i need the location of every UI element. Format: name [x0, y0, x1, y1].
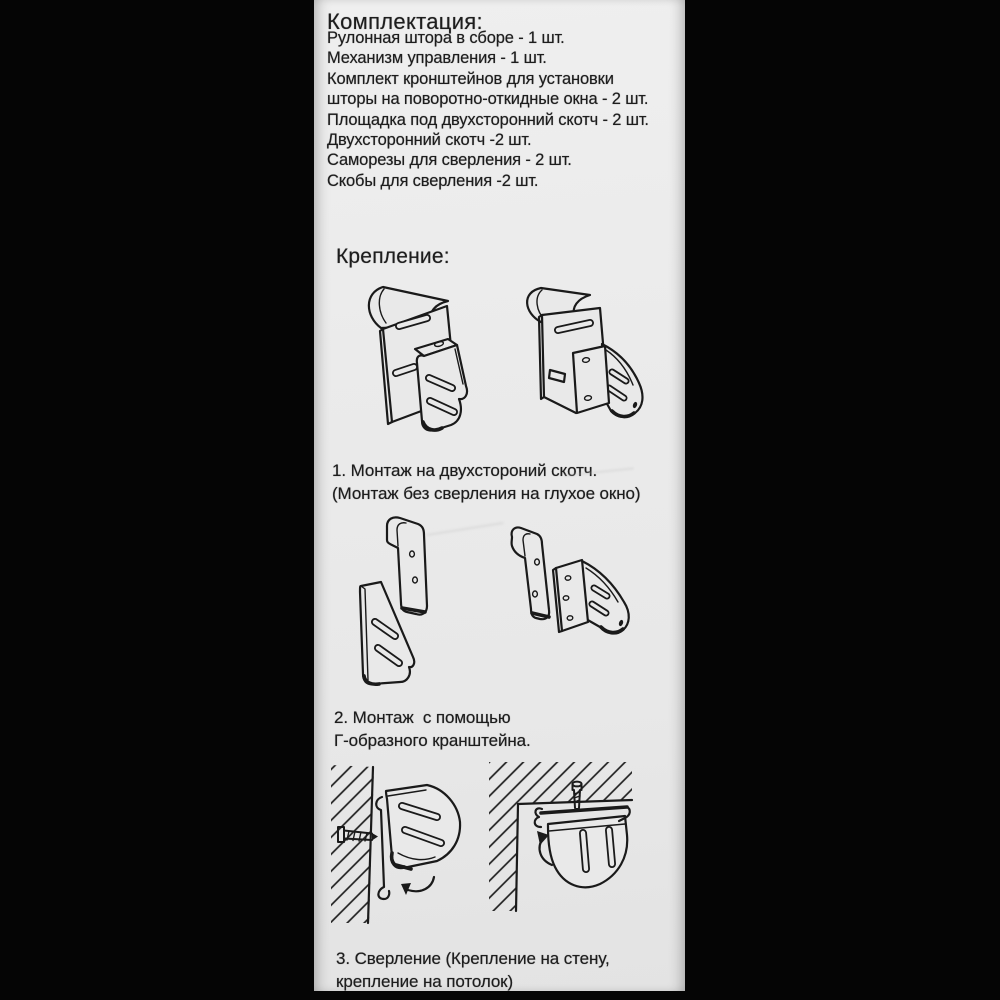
diagram-ceiling-drill-mount [482, 761, 634, 913]
diagram-l-hook-b [506, 524, 648, 650]
kit-item: Механизм управления - 1 шт. [327, 49, 547, 68]
spring-clip [535, 808, 542, 827]
step-3-caption-line-2: крепление на потолок) [336, 972, 514, 991]
diagram-l-hook-a [354, 512, 442, 688]
diagram-wall-drill-mount [331, 761, 469, 929]
kit-item: Двухсторонний скотч -2 шт. [327, 131, 532, 150]
roller-bracket [535, 807, 630, 887]
roller-bracket [386, 785, 460, 869]
step-3-caption-line-1: 3. Сверление (Крепление на стену, [336, 949, 610, 968]
kit-item: Саморезы для сверления - 2 шт. [327, 151, 572, 170]
side-bracket [582, 561, 629, 634]
kit-item: Комплект кронштейнов для установки [327, 69, 614, 88]
kit-list [327, 28, 649, 191]
step-1-caption-line-1: 1. Монтаж на двухстороний скотч. [332, 461, 598, 480]
mounting-heading: Крепление: [336, 245, 450, 268]
l-hook [512, 527, 550, 619]
wedge-bracket [415, 339, 467, 431]
kit-item: Рулонная штора в сборе - 1 шт. [327, 29, 565, 47]
kit-item: шторы на поворотно-откидные окна - 2 шт. [327, 90, 649, 109]
step-2-caption-line-1: 2. Монтаж с помощью [334, 708, 511, 727]
hatched-wall [331, 765, 374, 923]
kit-item: Площадка под двухсторонний скотч - 2 шт. [327, 110, 649, 129]
rotation-arrow-icon [401, 877, 434, 895]
step-2-caption-line-2: Г-образного кранштейна. [334, 731, 531, 750]
l-hook [387, 517, 427, 614]
front-plate [573, 346, 609, 413]
diagram-tape-mount-b [514, 282, 656, 432]
kit-item: Скобы для сверления -2 шт. [327, 171, 539, 190]
front-plate [553, 560, 588, 632]
step-1-caption-line-2: (Монтаж без сверления на глухое окно) [332, 484, 641, 503]
diagram-tape-mount-a [351, 281, 503, 447]
screw-icon [573, 782, 582, 812]
kit-heading: Комплектация: [327, 9, 483, 34]
instruction-sheet [314, 0, 685, 991]
